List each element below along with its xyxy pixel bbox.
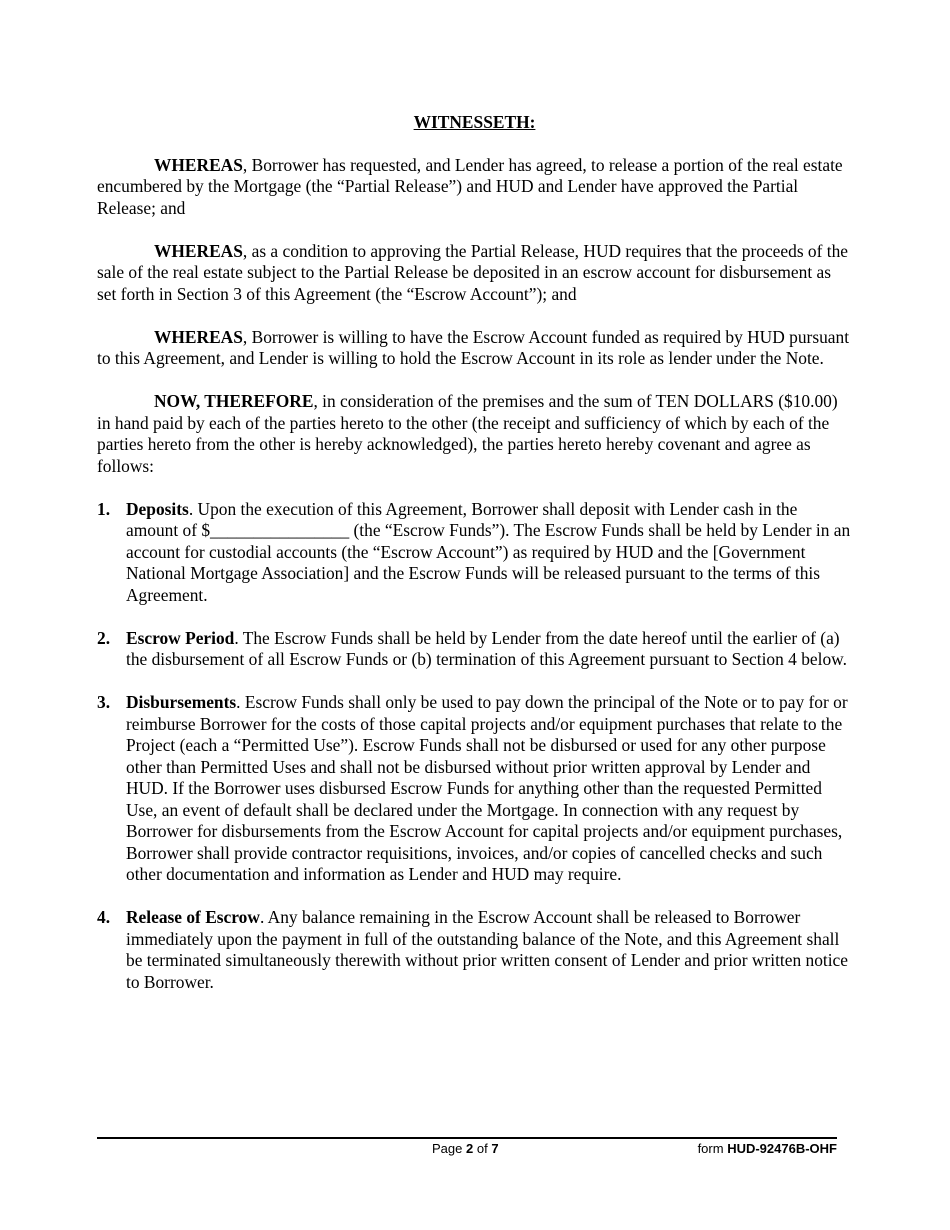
whereas-paragraph-3 [97,327,852,370]
section-number: 4. [97,907,111,927]
form-id [698,1141,837,1156]
therefore-paragraph [97,391,852,477]
whereas-paragraph-2 [97,241,852,306]
therefore-lead: NOW, THEREFORE [154,391,314,411]
page-title: WITNESSETH: [413,112,536,132]
whereas-lead: WHEREAS [154,154,243,175]
form-number: HUD-92476B-OHF [727,1141,837,1156]
whereas-text: , Borrower is willing to have the Escrow Account funded as required by HUD pursuant to this Agreement, and Lender is willing to hold the Escrow Account in its role as lender under the Note. [97,326,850,368]
section-title: Deposits [126,498,189,519]
total-pages: 7 [491,1141,499,1156]
section-escrow-period [97,628,852,671]
document-body [97,112,852,1015]
section-text: . Any balance remaining in the Escrow Account shall be released to Borrower immediately upon the payment in full of the outstanding balance of the Note, and this Agreement shall be terminated simultaneously therewith without prior written consent of Lender and prior written notice to Borrower. [126,907,848,992]
page-number [432,1141,499,1156]
section-number: 1. [97,498,111,519]
whereas-text: , as a condition to approving the Partial Release, HUD requires that the proceeds of the sale of the real estate subject to the Partial Release be deposited in an escrow account for disbursement as set forth in Section 3 of this Agreement (the “Escrow Account”); and [97,240,849,304]
section-disbursements [97,692,852,886]
section-text: . The Escrow Funds shall be held by Lender from the date hereof until the earlier of (a) the disbursement of all Escrow Funds or (b) termination of this Agreement pursuant to Section 4 below. [126,627,847,669]
footer-divider [97,1137,837,1139]
section-title: Disbursements [126,692,237,712]
whereas-lead: WHEREAS [154,326,243,347]
whereas-text: , Borrower has requested, and Lender has agreed, to release a portion of the real estate encumbered by the Mortgage (the “Partial Release”) and HUD and Lender have approved the Partial Release; and [97,154,843,218]
page-label: Page [432,1141,463,1156]
page-of-label: of [476,1141,488,1156]
current-page: 2 [466,1141,474,1156]
section-release-of-escrow [97,907,852,993]
section-number: 2. [97,627,111,648]
page-footer [97,1141,837,1157]
whereas-lead: WHEREAS [154,240,243,261]
section-text: . Escrow Funds shall only be used to pay down the principal of the Note or to pay for or reimburse Borrower for the costs of those capital projects and/or equipment purchases that relate to the Project (each a “Permitted Use”). Escrow Funds shall not be disbursed or used for any other purpose other than Permitted Uses and shall not be disbursed without prior written approval by Lender and HUD. If the Borrower uses disbursed Escrow Funds for anything other than the requested Permitted Use, an event of default shall be declared under the Mortgage. In connection with any request by Borrower for disbursements from the Escrow Account for capital projects and/or equipment purchases, Borrower shall provide contractor requisitions, invoices, and/or copies of cancelled checks and such other documentation and information as Lender and HUD may require. [126,692,848,884]
section-title: Release of Escrow [126,907,260,927]
form-label: form [697,1141,724,1156]
section-deposits [97,499,852,607]
section-title: Escrow Period [126,627,235,648]
therefore-text: , in consideration of the premises and the sum of TEN DOLLARS ($10.00) in hand paid by each of the parties hereto to the other (the receipt and sufficiency of which by each of the parties hereto from the other is hereby acknowledged), the parties hereto hereby covenant and agree as follows: [97,391,838,476]
whereas-paragraph-1 [97,155,852,220]
section-text: . Upon the execution of this Agreement, Borrower shall deposit with Lender cash in the amount of $________________ (the “Escrow Funds”). The Escrow Funds shall be held by Lender in an account for custodial accounts (the “Escrow Account”) as required by HUD and the [Government National Mortgage Association] and the Escrow Funds will be released pursuant to the terms of this Agreement. [126,498,851,605]
section-number: 3. [97,692,111,712]
